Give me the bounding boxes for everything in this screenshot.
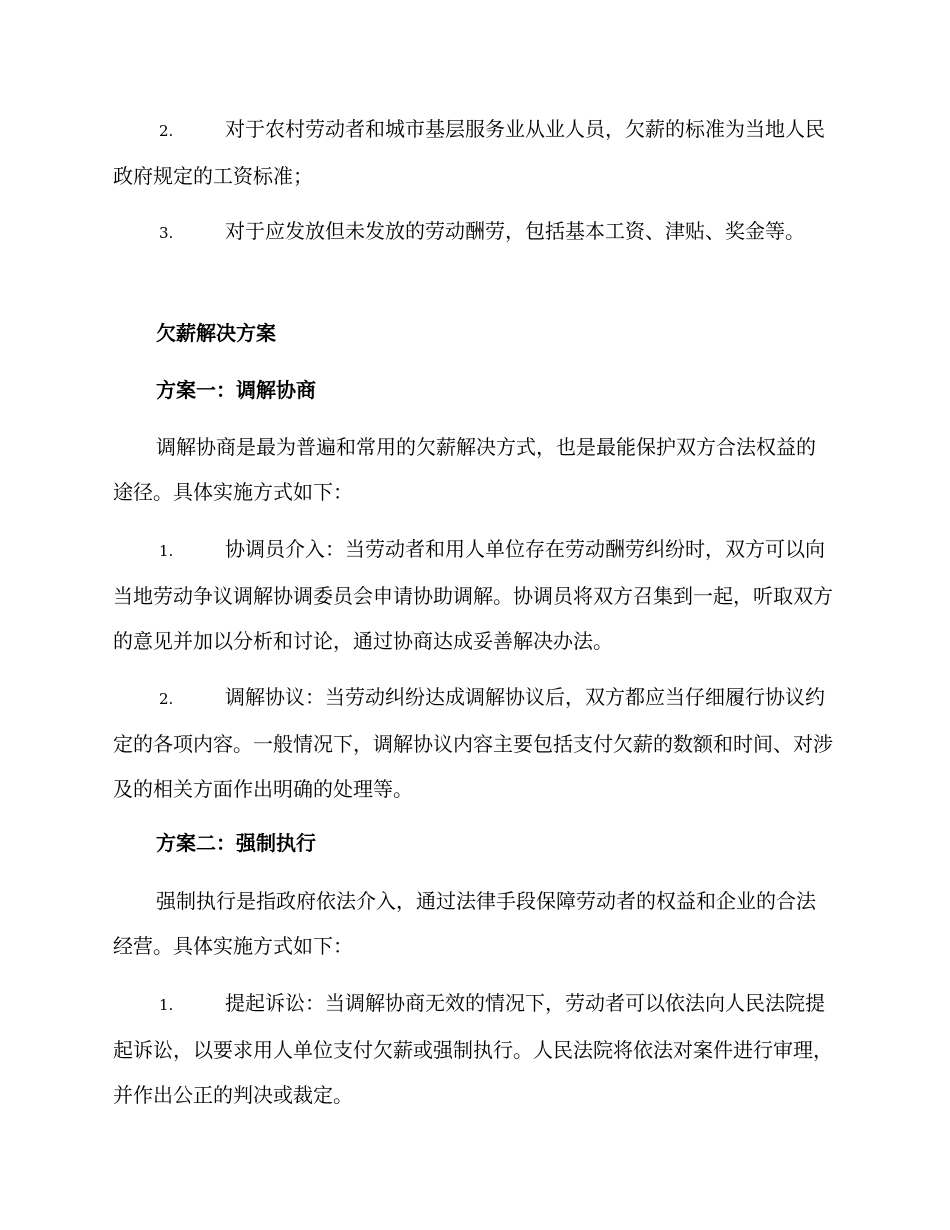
list-number: 1. [159, 542, 174, 560]
list-item [113, 107, 835, 199]
list-item-text: 调解协议：当劳动纠纷达成调解协议后，双方都应当仔细履行协议约定的各项内容。一般情况下，调解协议内容主要包括支付欠薪的数额和时间、对涉及的相关方面作出明确的处理等。 [113, 685, 833, 801]
list-number: 2. [159, 690, 174, 708]
list-number: 2. [159, 122, 174, 140]
list-number: 1. [159, 996, 174, 1014]
list-item [113, 527, 835, 664]
list-item [113, 981, 835, 1118]
body-paragraph: 强制执行是指政府依法介入，通过法律手段保障劳动者的权益和企业的合法经营。具体实施方式如下： [113, 889, 816, 958]
list-item-text: 对于农村劳动者和城市基层服务业从业人员，欠薪的标准为当地人民政府规定的工资标准； [113, 117, 825, 188]
list-item-text: 对于应发放但未发放的劳动酬劳，包括基本工资、津贴、奖金等。 [225, 219, 805, 243]
section-heading: 欠薪解决方案 [156, 321, 276, 345]
list-number: 3. [159, 224, 174, 242]
list-item-text: 提起诉讼：当调解协商无效的情况下，劳动者可以依法向人民法院提起诉讼，以要求用人单位支付欠薪或强制执行。人民法院将依法对案件进行审理，并作出公正的判决或裁定。 [113, 991, 833, 1107]
list-item-text: 协调员介入：当劳动者和用人单位存在劳动酬劳纠纷时，双方可以向当地劳动争议调解协调委员会申请协助调解。协调员将双方召集到一起，听取双方的意见并加以分析和讨论，通过协商达成妥善解决办法。 [113, 537, 833, 653]
list-item [113, 675, 835, 812]
subsection-heading: 方案二：强制执行 [156, 831, 316, 855]
body-paragraph: 调解协商是最为普遍和常用的欠薪解决方式，也是最能保护双方合法权益的途径。具体实施方式如下： [113, 435, 816, 504]
subsection-heading: 方案一：调解协商 [156, 378, 316, 402]
list-item [113, 209, 835, 256]
